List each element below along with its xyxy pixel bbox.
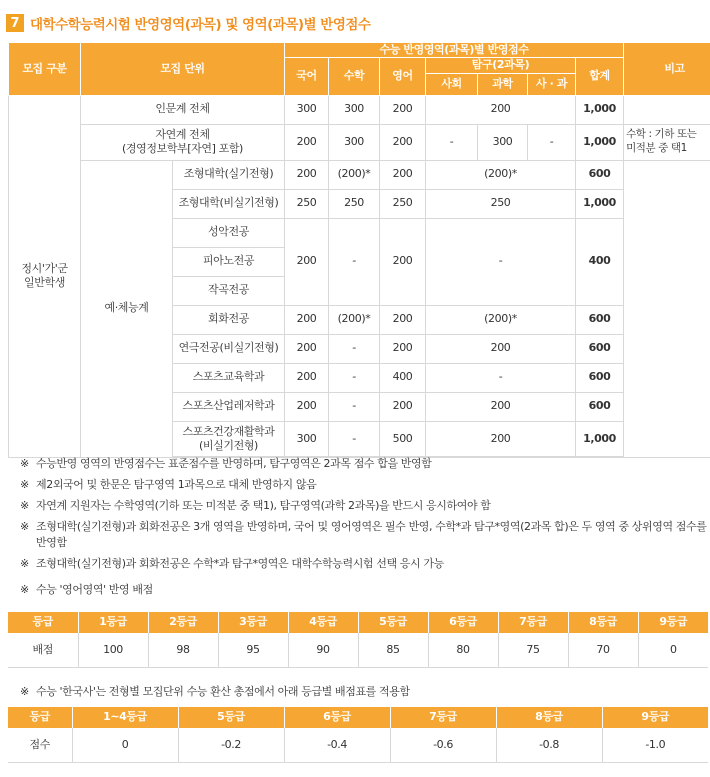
score-inquiry: 200 — [426, 95, 576, 124]
score-korean: 200 — [285, 334, 329, 363]
unit-name: 스포츠산업레저학과 — [173, 392, 285, 421]
note-text: 자연계 지원자는 수학영역(기하 또는 미적분 중 택1), 탐구영역(과학 2과목)을 반드시 응시하여야 함 — [36, 499, 491, 512]
header-cell: 3등급 — [218, 612, 288, 633]
score-math: 300 — [329, 95, 380, 124]
remark-cell — [624, 160, 710, 457]
note-mark: ※ — [20, 557, 29, 570]
score-inquiry: 250 — [426, 189, 576, 218]
score-math: - — [329, 334, 380, 363]
score-korean: 200 — [285, 124, 329, 160]
value-cell: -1.0 — [602, 728, 708, 763]
header-cell: 5등급 — [358, 612, 428, 633]
unit-name: 스포츠교육학과 — [173, 363, 285, 392]
score-korean: 250 — [285, 189, 329, 218]
note-item — [20, 456, 710, 472]
row-label: 점수 — [8, 728, 72, 763]
score-inquiry: (200)* — [426, 305, 576, 334]
value-cell: 80 — [428, 633, 498, 668]
score-english: 200 — [380, 124, 426, 160]
note-item — [20, 477, 710, 493]
header-cell: 9등급 — [638, 612, 708, 633]
arts-category: 예·체능계 — [81, 160, 173, 457]
score-korean: 200 — [285, 392, 329, 421]
unit-name: 회화전공 — [173, 305, 285, 334]
score-english: 200 — [380, 334, 426, 363]
header-social-science: 사 · 과 — [528, 73, 576, 95]
header-suneung: 수능 반영영역(과목)별 반영점수 — [285, 43, 624, 58]
header-recruit-unit: 모집 단위 — [81, 43, 285, 96]
score-table — [8, 42, 710, 458]
score-math: - — [329, 392, 380, 421]
value-cell: 85 — [358, 633, 428, 668]
score-science: 300 — [478, 124, 528, 160]
note-item — [20, 519, 710, 551]
score-social-science: - — [528, 124, 576, 160]
history-note — [20, 684, 710, 700]
value-cell: -0.2 — [178, 728, 284, 763]
history-grade-header — [8, 707, 708, 728]
note-mark: ※ — [20, 478, 29, 491]
header-cell: 6등급 — [284, 707, 390, 728]
note-item — [20, 582, 710, 598]
value-cell: -0.8 — [496, 728, 602, 763]
header-cell: 2등급 — [148, 612, 218, 633]
group-cell: 정시'가'군 일반학생 — [9, 95, 81, 457]
value-cell: 98 — [148, 633, 218, 668]
score-total: 600 — [576, 392, 624, 421]
note-mark: ※ — [20, 520, 29, 533]
score-math: - — [329, 218, 380, 305]
note-text: 제2외국어 및 한문은 탐구영역 1과목으로 대체 반영하지 않음 — [36, 478, 317, 491]
header-cell: 1~4등급 — [72, 707, 178, 728]
score-korean: 300 — [285, 421, 329, 457]
score-inquiry: 200 — [426, 392, 576, 421]
score-math: (200)* — [329, 305, 380, 334]
notes-list — [20, 456, 710, 603]
value-cell: 70 — [568, 633, 638, 668]
value-cell: 0 — [72, 728, 178, 763]
row-label: 배점 — [8, 633, 78, 668]
note-mark: ※ — [20, 685, 29, 698]
header-cell: 8등급 — [496, 707, 602, 728]
score-korean: 300 — [285, 95, 329, 124]
score-total: 600 — [576, 160, 624, 189]
english-grade-row — [8, 633, 708, 668]
score-english: 200 — [380, 218, 426, 305]
section-number-badge: 7 — [6, 14, 24, 32]
value-cell: -0.4 — [284, 728, 390, 763]
score-english: 200 — [380, 305, 426, 334]
note-text: 조형대학(실기전형)과 회화전공은 수학*과 탐구*영역은 대학수학능력시험 선택 응시 가능 — [36, 557, 444, 570]
note-text: 조형대학(실기전형)과 회화전공은 3개 영역을 반영하며, 국어 및 영어영역은 필수 반영, 수학*과 탐구*영역(2과목 합)은 두 영역 중 상위영역 점수를 반영함 — [36, 520, 707, 549]
note-mark: ※ — [20, 583, 29, 596]
note-item — [20, 556, 710, 572]
history-grade-row — [8, 728, 708, 763]
unit-name: 작곡전공 — [173, 276, 285, 305]
score-total: 400 — [576, 218, 624, 305]
section-title-text: 대학수학능력시험 반영영역(과목) 및 영역(과목)별 반영점수 — [30, 17, 371, 33]
unit-name: 연극전공(비실기전형) — [173, 334, 285, 363]
note-text: 수능 '한국사'는 전형별 모집단위 수능 환산 총점에서 아래 등급별 배점표를 적용함 — [36, 685, 410, 698]
value-cell: 90 — [288, 633, 358, 668]
score-english: 200 — [380, 392, 426, 421]
score-math: 300 — [329, 124, 380, 160]
header-math: 수학 — [329, 58, 380, 95]
score-total: 1,000 — [576, 124, 624, 160]
score-korean: 200 — [285, 363, 329, 392]
header-english: 영어 — [380, 58, 426, 95]
note-text: 수능 '영어영역' 반영 배점 — [36, 583, 153, 596]
header-cell: 1등급 — [78, 612, 148, 633]
english-grade-header — [8, 612, 708, 633]
score-inquiry: - — [426, 363, 576, 392]
score-english: 200 — [380, 95, 426, 124]
header-recruit-type: 모집 구분 — [9, 43, 81, 96]
header-science: 과학 — [478, 73, 528, 95]
header-cell: 등급 — [8, 612, 78, 633]
score-korean: 200 — [285, 218, 329, 305]
score-english: 200 — [380, 160, 426, 189]
header-cell: 9등급 — [602, 707, 708, 728]
value-cell: 75 — [498, 633, 568, 668]
score-math: (200)* — [329, 160, 380, 189]
unit-name: 조형대학(실기전형) — [173, 160, 285, 189]
header-cell: 등급 — [8, 707, 72, 728]
score-total: 1,000 — [576, 95, 624, 124]
unit-name: 스포츠건강재활학과 (비실기전형) — [173, 421, 285, 457]
header-total: 합계 — [576, 58, 624, 95]
score-korean: 200 — [285, 160, 329, 189]
score-math: - — [329, 421, 380, 457]
section-title — [6, 12, 370, 34]
note-text: 수능반영 영역의 반영점수는 표준점수를 반영하며, 탐구영역은 2과목 점수 합을 반영함 — [36, 457, 432, 470]
unit-name: 인문계 전체 — [81, 95, 285, 124]
score-math: 250 — [329, 189, 380, 218]
score-total: 1,000 — [576, 189, 624, 218]
header-cell: 6등급 — [428, 612, 498, 633]
header-cell: 7등급 — [498, 612, 568, 633]
value-cell: 95 — [218, 633, 288, 668]
value-cell: 0 — [638, 633, 708, 668]
header-cell: 7등급 — [390, 707, 496, 728]
score-total: 600 — [576, 363, 624, 392]
score-inquiry: 200 — [426, 334, 576, 363]
score-english: 500 — [380, 421, 426, 457]
note-mark: ※ — [20, 457, 29, 470]
unit-name: 자연계 전체 (경영정보학부[자연] 포함) — [81, 124, 285, 160]
header-korean: 국어 — [285, 58, 329, 95]
score-total: 1,000 — [576, 421, 624, 457]
remark-cell: 수학 : 기하 또는 미적분 중 택1 — [624, 124, 710, 160]
score-english: 400 — [380, 363, 426, 392]
note-mark: ※ — [20, 499, 29, 512]
remark-cell — [624, 95, 710, 124]
header-cell: 5등급 — [178, 707, 284, 728]
score-inquiry: 200 — [426, 421, 576, 457]
score-inquiry: (200)* — [426, 160, 576, 189]
header-inquiry: 탐구(2과목) — [426, 58, 576, 73]
header-cell: 8등급 — [568, 612, 638, 633]
unit-name: 성악전공 — [173, 218, 285, 247]
score-total: 600 — [576, 334, 624, 363]
score-total: 600 — [576, 305, 624, 334]
score-english: 250 — [380, 189, 426, 218]
score-social: - — [426, 124, 478, 160]
score-math: - — [329, 363, 380, 392]
unit-name: 피아노전공 — [173, 247, 285, 276]
unit-name: 조형대학(비실기전형) — [173, 189, 285, 218]
note-item — [20, 498, 710, 514]
english-grade-table — [8, 612, 708, 668]
header-social: 사회 — [426, 73, 478, 95]
header-cell: 4등급 — [288, 612, 358, 633]
score-inquiry: - — [426, 218, 576, 305]
history-grade-table — [8, 707, 708, 763]
header-remark: 비고 — [624, 43, 710, 96]
value-cell: -0.6 — [390, 728, 496, 763]
score-korean: 200 — [285, 305, 329, 334]
value-cell: 100 — [78, 633, 148, 668]
